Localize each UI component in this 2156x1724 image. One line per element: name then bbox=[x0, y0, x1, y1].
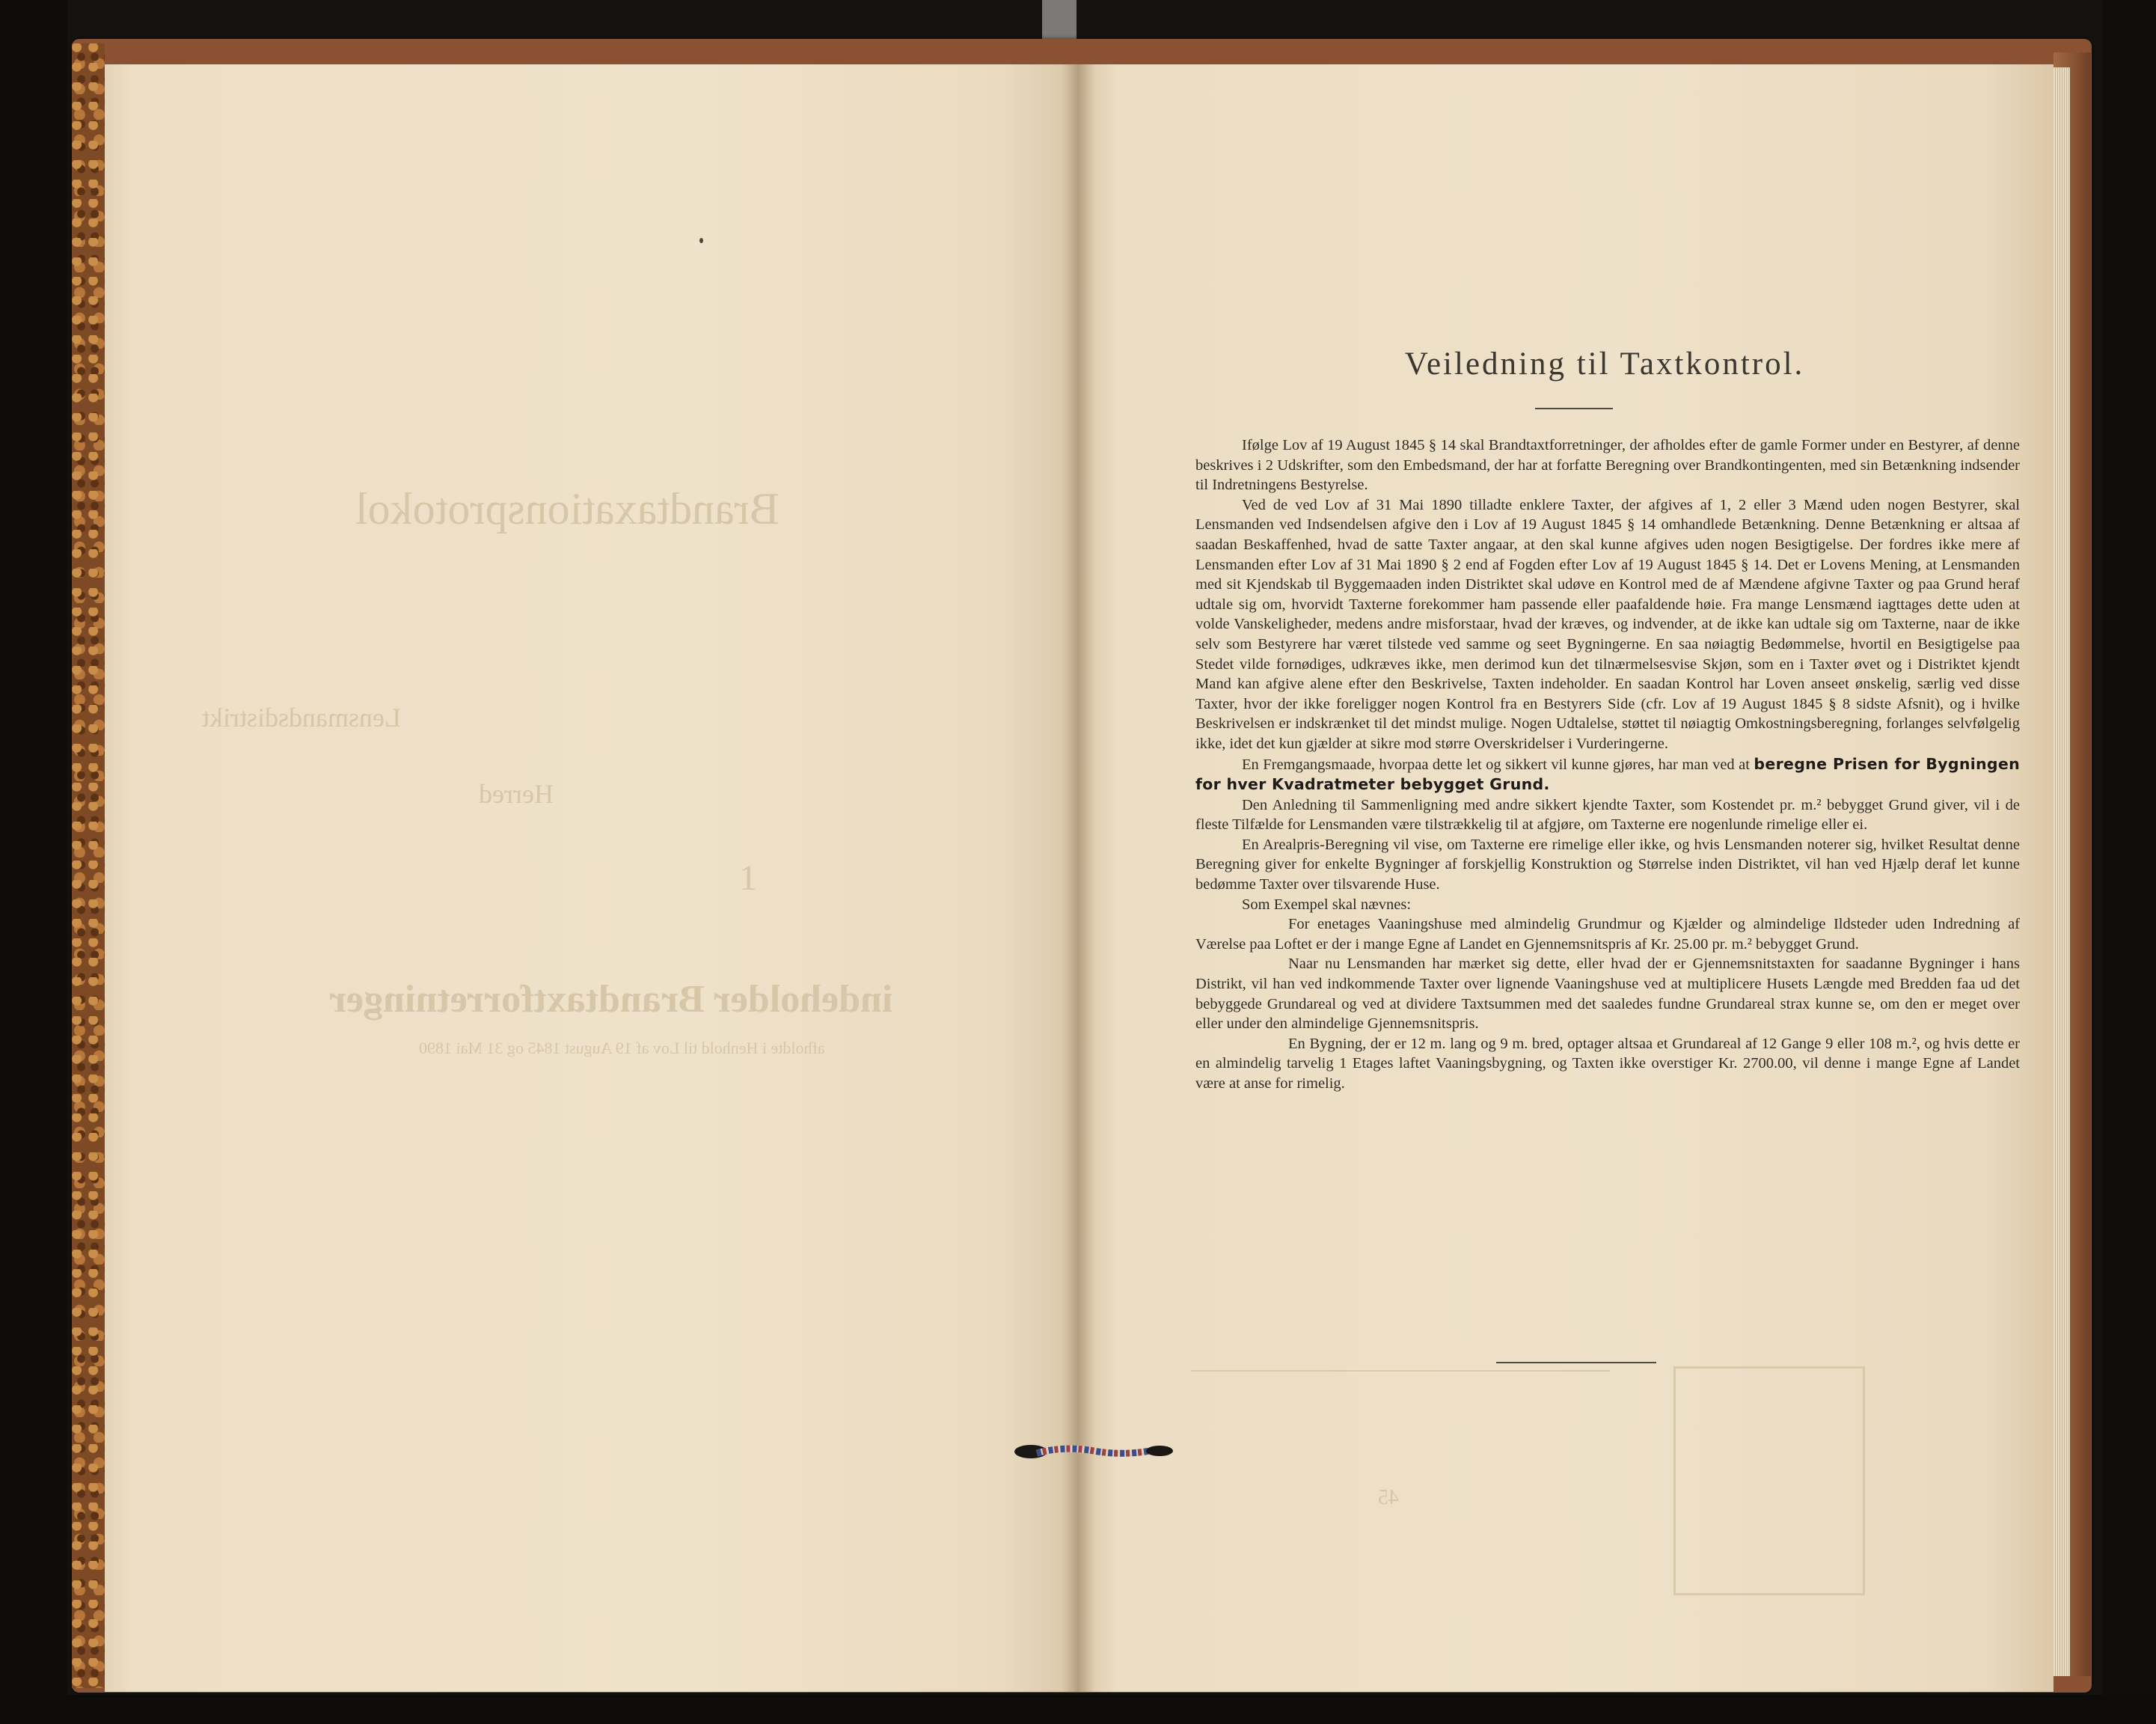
paragraph-6: Som Exempel skal nævnes: bbox=[1242, 896, 1412, 913]
title-rule bbox=[1535, 408, 1613, 409]
end-rule bbox=[1496, 1362, 1656, 1363]
ink-speck bbox=[699, 238, 703, 243]
backdrop-left bbox=[0, 0, 67, 1724]
ghost-label-2: Herred bbox=[479, 779, 554, 809]
ghost-numeral: 1 bbox=[739, 858, 757, 898]
ghost-rule bbox=[1191, 1370, 1610, 1372]
paragraph-3-text: En Fremgangsmaade, hvorpaa dette let og sikkert vil kunne gjøres, har man ved at bbox=[1242, 756, 1750, 773]
ghost-subheading: indeholder Brandtaxtforretninger bbox=[329, 978, 893, 1021]
paragraph-1: Ifølge Lov af 19 August 1845 § 14 skal Brandtaxtforretninger, der afholdes efter de gamle Former under en Bestyrer, af denne beskrives i 2 Udskrifter, som den Embedsmand, der har at forfatte Beregning over Brandkontingenten, med sin Betænkning indsender til Indretningens Bestyrelse. bbox=[1195, 437, 2020, 494]
paragraph-2: Ved de ved Lov af 31 Mai 1890 tilladte enklere Taxter, der afgives af 1, 2 eller 3 Mænd uden nogen Bestyrer, skal Lensmanden ved Indsendelsen afgive den i Lov af 19 August 1845 § 14 omhandlede Betænkning. Denne Betænkning er altsaa af saadan Beskaffenhed, hvad de satte Taxter angaar, at den skal kunne afgives uden nogen Besigtigelse. Der fordres ikke mere af Lensmanden efter Lov af 31 Mai 1890 § 2 end af Fogden efter Lov af 19 August 1845 § 14. Det er Lovens Mening, at Lensmanden med sit Kjendskab til Byggemaaden inden Distriktet skal udøve en Kontrol med de af Mændene afgivne Taxter og paa Grund heraf udtale sig om, hvorvidt Taxterne forekommer ham passende eller paafaldende høie. Fra mange Lensmænd iagttages dette uden at volde Vanskeligheder, medens andre misforstaar, hvad der kræves, og indvender, at de ikke kan udtale sig om Taxterne, naar de ikke selv som Bestyrere har været tilstede ved samme og seet Bygningerne. En saa nøiagtig Bedømmelse, hvortil en Besigtigelse paa Stedet vilde fornødiges, udkræves ikke, men derimod kun det tilnærmelsesvise Skjøn, som en i Taxter øvet og i Distriktet kjendt Mand kan afgive alene efter den Beskrivelse, Taxten indeholder. En saadan Kontrol har Loven anseet ønskelig, særlig ved disse Taxter, hvor der ikke foreligger nogen Kontrol fra en Bestyrers Side (cfr. Lov af 19 August 1845 § 8 sidste Afsnit), og i hvilke Beskrivelsen er indskrænket til det mindst mulige. Nogen Udtalelse, støttet til nøiagtig Omkostningsberegning, forlanges selvfølgelig ikke, idet det kun gjælder at sikre mod større Overskridelser i Vurderingerne. bbox=[1195, 496, 2020, 752]
ghost-table-frame bbox=[1673, 1366, 1865, 1595]
backdrop-bottom bbox=[0, 1695, 2156, 1724]
binding-thread bbox=[1011, 1443, 1176, 1461]
left-page bbox=[105, 64, 1079, 1692]
paragraph-9: En Bygning, der er 12 m. lang og 9 m. bred, optager altsaa et Grundareal af 12 Gange 9 eller 108 m.², og hvis dette er en almindelig tarvelig 1 Etages laftet Vaaningsbygning, og Taxten ikke overstiger Kr. 2700.00, vil denne i mange Egne af Landet være at anse for rimelig. bbox=[1195, 1035, 2020, 1092]
backdrop-right bbox=[2102, 0, 2156, 1724]
paragraph-4: Den Anledning til Sammenligning med andre sikkert kjendte Taxter, som Kostendet pr. m.² bebygget Grund giver, vil i de fleste Tilfælde for Lensmanden være tilstrækkelig til at afgjøre, om Taxterne ere nogenlunde rimelige eller ei. bbox=[1195, 796, 2020, 834]
ghost-heading: Brandtaxationsprotokol bbox=[355, 484, 780, 534]
page-title: Veiledning til Taxtkontrol. bbox=[1404, 346, 1805, 382]
body-text bbox=[1195, 435, 2020, 1094]
ghost-note: afholdte i Henhold til Lov af 19 August 1845 og 31 Mai 1890 bbox=[419, 1039, 825, 1057]
paragraph-7: For enetages Vaaningshuse med almindelig Grundmur og Kjælder og almindelige Ildsteder uden Indredning af Værelse paa Loftet er der i mange Egne af Landet en Gjennemsnitspris af Kr. 25.00 pr. m.² bebygget Grund. bbox=[1195, 916, 2020, 953]
marbled-edge bbox=[72, 43, 105, 1688]
ghost-label-1: Lensmandsdistrikt bbox=[202, 703, 401, 733]
page-edges bbox=[2054, 67, 2070, 1676]
paragraph-5: En Arealpris-Beregning vil vise, om Taxterne ere rimelige eller ikke, og hvis Lensmanden noterer sig, hvilket Resultat denne Beregning giver for enkelte Bygninger af forskjellig Konstruktion og Størrelse inden Distriktet, vil han ved Hjælp deraf let kunne bedømme Taxter over tilsvarende Huse. bbox=[1195, 836, 2020, 893]
paragraph-3-bold: beregne Prisen for Bygningen for hver Kvadratmeter bebygget Grund. bbox=[1195, 754, 2021, 794]
ghost-number: 45 bbox=[1378, 1486, 1399, 1509]
paragraph-8: Naar nu Lensmanden har mærket sig dette, eller hvad der er Gjennemsnitstaxten for saadanne Bygninger i hans Distrikt, vil han ved indkommende Taxter over lignende Vaaningshuse ved at multiplicere Husets Længde med Bredden faa ud det bebyggede Grundareal og ved at dividere Taxtsummen med det saaledes fundne Grundareal strax kunne se, om den er meget over eller under den almindelige Gjennemsnitspris. bbox=[1195, 956, 2020, 1033]
paragraph-3 bbox=[1195, 754, 2020, 795]
